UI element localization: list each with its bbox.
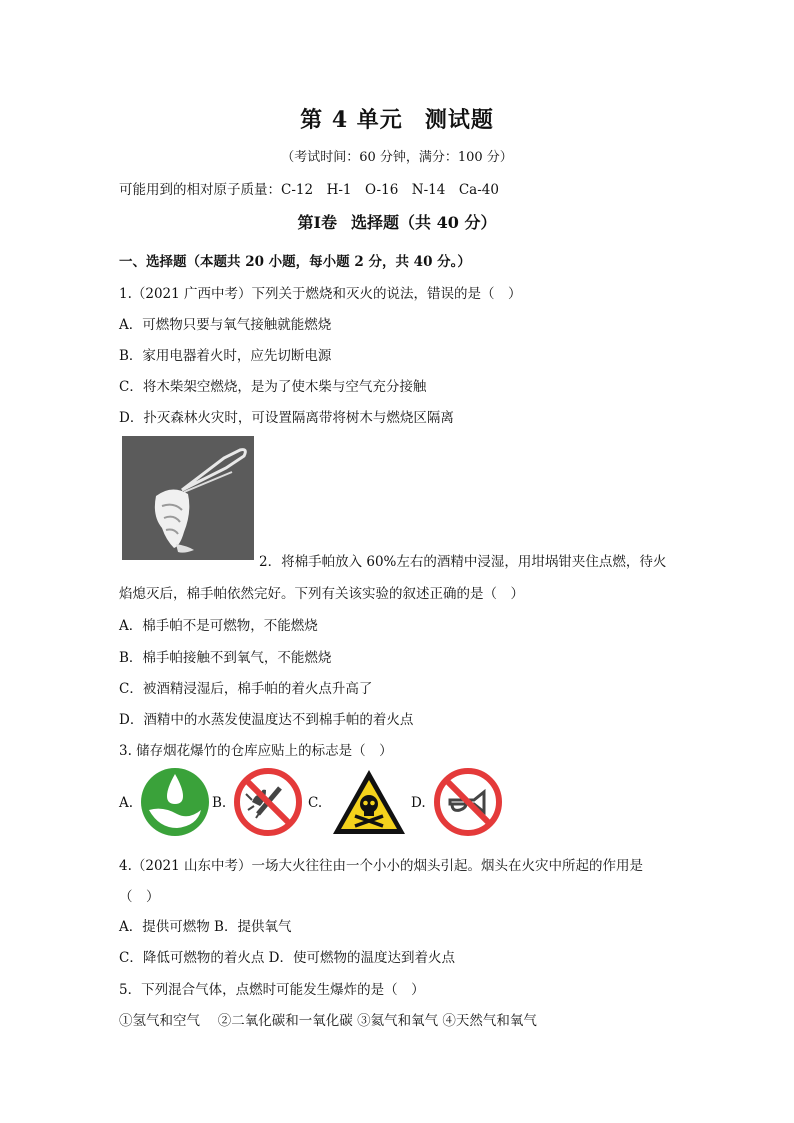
q2-option-d: D．酒精中的水蒸发使温度达不到棉手帕的着火点 xyxy=(119,712,414,728)
q1-stem: 1.（2021 广西中考）下列关于燃烧和灭火的说法，错误的是（ ） xyxy=(119,286,522,302)
q1-option-a: A．可燃物只要与氧气接触就能燃烧 xyxy=(119,317,332,333)
no-horn-icon xyxy=(430,766,506,838)
q3-stem: 3. 储存烟花爆竹的仓库应贴上的标志是（ ） xyxy=(119,743,393,759)
section-instruction: 一、选择题（本题共 20 小题，每小题 2 分，共 40 分。） xyxy=(119,254,471,270)
q4-options-line2: C．降低可燃物的着火点 D．使可燃物的温度达到着火点 xyxy=(119,950,455,966)
q4-stem-line1: 4.（2021 山东中考）一场大火往往由一个小小的烟头引起。烟头在火灾中所起的作用是 xyxy=(119,858,644,874)
q4-stem-line2: （ ） xyxy=(119,889,160,905)
page-title: 第 4 单元 测试题 xyxy=(300,107,494,133)
toxic-warning-icon xyxy=(331,766,407,838)
q1-option-d: D．扑灭森林火灾时，可设置隔离带将树木与燃烧区隔离 xyxy=(119,410,454,426)
q1-option-b: B．家用电器着火时，应先切断电源 xyxy=(119,348,332,364)
q2-option-b: B．棉手帕接触不到氧气，不能燃烧 xyxy=(119,650,332,666)
q4-options-line1: A．提供可燃物 B．提供氧气 xyxy=(119,919,292,935)
q5-choices: ①氢气和空气 ②二氧化碳和一氧化碳 ③氦气和氧气 ④天然气和氧气 xyxy=(119,1013,537,1029)
q3-label-b: B. xyxy=(212,795,227,811)
section-title: 第Ⅰ卷 选择题（共 40 分） xyxy=(297,213,497,232)
atomic-masses: 可能用到的相对原子质量：C-12 H-1 O-16 N-14 Ca-40 xyxy=(119,182,499,198)
burning-handkerchief-image xyxy=(122,436,254,560)
no-fireworks-icon xyxy=(230,766,306,838)
q2-stem-line1: 2．将棉手帕放入 60%左右的酒精中浸湿，用坩埚钳夹住点燃，待火 xyxy=(259,554,667,570)
q1-option-c: C．将木柴架空燃烧，是为了使木柴与空气充分接触 xyxy=(119,379,427,395)
q2-option-c: C．被酒精浸湿后，棉手帕的着火点升高了 xyxy=(119,681,373,697)
q2-option-a: A．棉手帕不是可燃物，不能燃烧 xyxy=(119,618,318,634)
q2-stem-line2: 焰熄灭后，棉手帕依然完好。下列有关该实验的叙述正确的是（ ） xyxy=(119,586,524,602)
q3-label-c: C. xyxy=(308,795,323,811)
q3-label-a: A. xyxy=(119,795,134,811)
water-saving-icon xyxy=(137,766,213,838)
q5-stem: 5．下列混合气体，点燃时可能发生爆炸的是（ ） xyxy=(119,982,425,998)
exam-subtitle: （考试时间：60 分钟，满分：100 分） xyxy=(281,150,513,165)
q3-label-d: D. xyxy=(411,795,426,811)
